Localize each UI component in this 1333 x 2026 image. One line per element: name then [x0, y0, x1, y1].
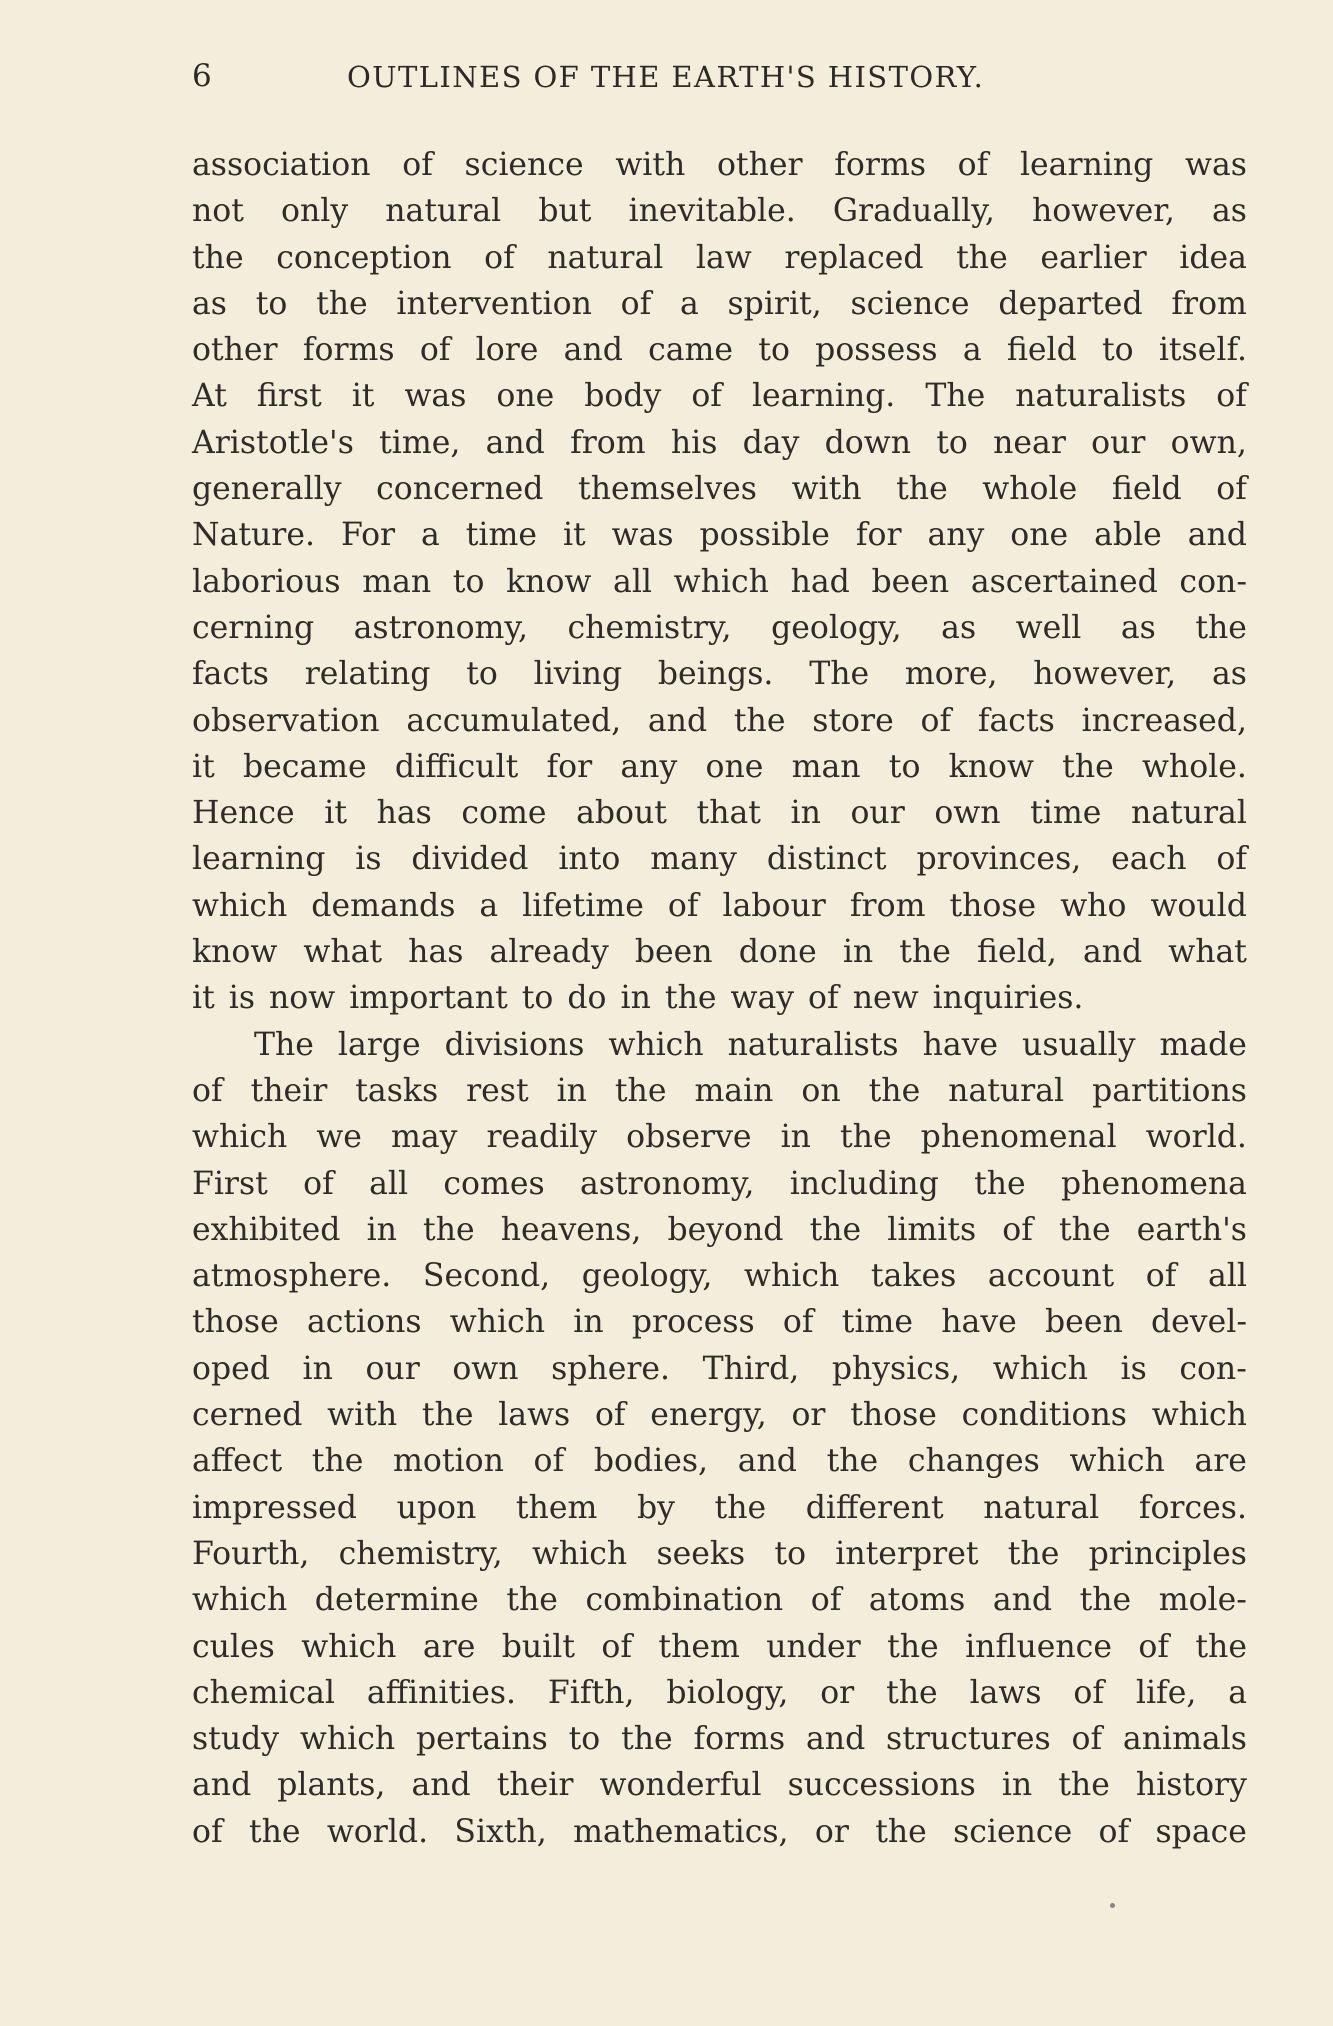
text-line: laborious man to know all which had been ascertained con-: [192, 563, 1247, 600]
text-line: chemical affinities. Fifth, biology, or the laws of life, a: [192, 1674, 1247, 1711]
text-line: know what has already been done in the field, and what: [192, 934, 1247, 971]
text-line: impressed upon them by the different natural forces.: [192, 1489, 1247, 1526]
paragraph: [192, 1022, 1247, 1855]
text-line: of the world. Sixth, mathematics, or the science of space: [192, 1813, 1247, 1850]
text-line: it became difficult for any one man to know the whole.: [192, 748, 1247, 785]
text-line: At first it was one body of learning. The naturalists of: [192, 378, 1247, 415]
running-title: OUTLINES OF THE EARTH'S HISTORY.: [347, 60, 985, 94]
text-line: facts relating to living beings. The more, however, as: [192, 656, 1247, 693]
text-line: generally concerned themselves with the whole field of: [192, 471, 1247, 508]
text-line: Aristotle's time, and from his day down to near our own,: [192, 424, 1247, 461]
text-line: cerned with the laws of energy, or those conditions which: [192, 1397, 1247, 1434]
body-text: [192, 142, 1247, 1855]
text-line: affect the motion of bodies, and the changes which are: [192, 1443, 1247, 1480]
text-line: Hence it has come about that in our own time natural: [192, 795, 1247, 832]
text-line: Fourth, chemistry, which seeks to interpret the principles: [192, 1535, 1247, 1572]
paragraph: [192, 142, 1247, 1022]
text-line: it is now important to do in the way of new inquiries.: [192, 980, 1084, 1017]
text-line: which demands a lifetime of labour from those who would: [192, 887, 1247, 924]
text-line: association of science with other forms of learning was: [192, 147, 1247, 183]
text-line: the conception of natural law replaced the earlier idea: [192, 239, 1247, 276]
running-head: [192, 58, 1247, 108]
text-line: those actions which in process of time have been devel-: [192, 1304, 1247, 1341]
page-number: 6: [192, 58, 212, 94]
text-line: as to the intervention of a spirit, science departed from: [192, 285, 1247, 322]
text-line: First of all comes astronomy, including the phenomena: [192, 1165, 1247, 1202]
text-line: cules which are built of them under the influence of the: [192, 1628, 1247, 1665]
text-line: Nature. For a time it was possible for any one able and: [192, 517, 1247, 554]
text-line: cerning astronomy, chemistry, geology, as well as the: [192, 609, 1247, 646]
text-line: observation accumulated, and the store of facts increased,: [192, 702, 1247, 739]
text-line: which determine the combination of atoms and the mole-: [192, 1582, 1247, 1619]
text-line: The large divisions which naturalists have usually made: [254, 1026, 1247, 1063]
text-line: not only natural but inevitable. Gradually, however, as: [192, 193, 1247, 230]
paper-speck: [1110, 1903, 1115, 1908]
text-line: atmosphere. Second, geology, which takes account of all: [192, 1258, 1247, 1295]
text-line: of their tasks rest in the main on the natural partitions: [192, 1072, 1247, 1109]
text-line: learning is divided into many distinct provinces, each of: [192, 841, 1247, 878]
text-line: oped in our own sphere. Third, physics, which is con-: [192, 1350, 1247, 1387]
text-line: which we may readily observe in the phenomenal world.: [192, 1119, 1247, 1156]
text-line: exhibited in the heavens, beyond the limits of the earth's: [192, 1211, 1247, 1248]
text-line: and plants, and their wonderful successions in the history: [192, 1767, 1247, 1804]
text-line: study which pertains to the forms and structures of animals: [192, 1721, 1247, 1758]
text-line: other forms of lore and came to possess a field to itself.: [192, 332, 1247, 369]
